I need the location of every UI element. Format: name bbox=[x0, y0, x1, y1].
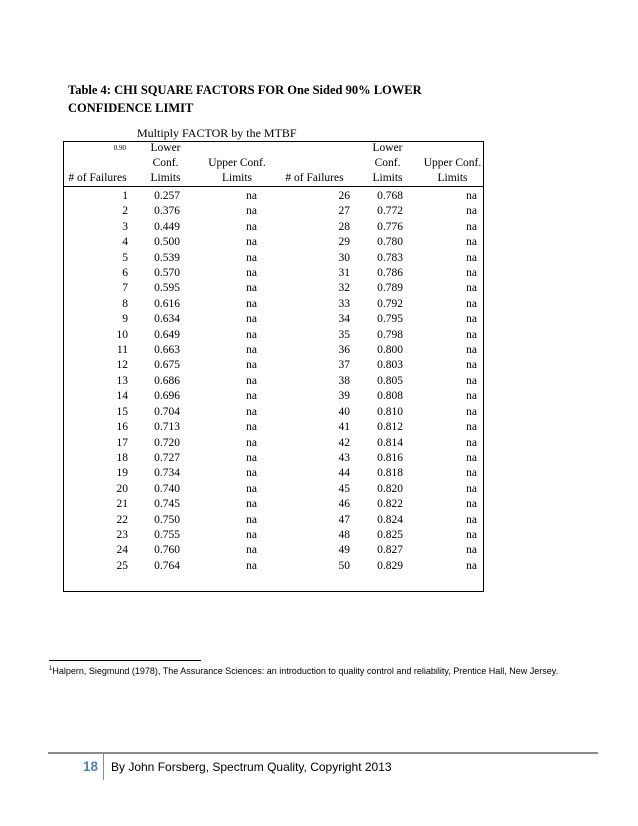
upper-limit-cell-2: na bbox=[466, 390, 477, 403]
upper-limit-cell-2: na bbox=[466, 344, 477, 357]
upper-limit-cell-2: na bbox=[466, 421, 477, 434]
header-row-2 bbox=[63, 156, 484, 171]
failures-cell: 23 bbox=[116, 528, 128, 541]
failures-cell: 19 bbox=[116, 467, 128, 480]
lower-limits-header-2: Limits bbox=[354, 171, 421, 187]
lower-limit-cell: 0.376 bbox=[154, 205, 180, 218]
upper-limit-cell: na bbox=[246, 220, 257, 233]
lower-limit-cell: 0.663 bbox=[154, 344, 180, 357]
upper-limit-cell: na bbox=[246, 421, 257, 434]
upper-limits-header-2: Limits bbox=[421, 171, 484, 187]
upper-limit-cell-2: na bbox=[466, 436, 477, 449]
failures-cell: 22 bbox=[116, 513, 128, 526]
lower-limit-cell-2: 0.822 bbox=[377, 498, 403, 511]
table-row bbox=[63, 374, 484, 389]
upper-limit-cell: na bbox=[246, 513, 257, 526]
upper-limit-cell: na bbox=[246, 313, 257, 326]
lower-label-2: Lower bbox=[372, 142, 403, 154]
upper-limit-cell: na bbox=[246, 297, 257, 310]
footer-divider bbox=[103, 754, 104, 780]
lower-limit-cell-2: 0.800 bbox=[377, 344, 403, 357]
upper-limit-cell-2: na bbox=[466, 528, 477, 541]
upper-limit-cell-2: na bbox=[466, 220, 477, 233]
lower-limit-cell-2: 0.827 bbox=[377, 544, 403, 557]
conf-label-2: Conf. bbox=[374, 157, 401, 169]
table-row bbox=[63, 328, 484, 343]
failures-cell-2: 50 bbox=[338, 559, 350, 572]
upper-limit-cell-2: na bbox=[466, 544, 477, 557]
table-row bbox=[63, 559, 484, 574]
table-row bbox=[63, 436, 484, 451]
footnote bbox=[49, 665, 629, 677]
footnote-marker: 1 bbox=[49, 666, 53, 672]
failures-cell-2: 31 bbox=[338, 267, 350, 280]
failures-cell-2: 35 bbox=[338, 328, 350, 341]
failures-cell-2: 26 bbox=[338, 190, 350, 202]
upper-limit-cell-2: na bbox=[466, 205, 477, 218]
lower-limit-cell: 0.760 bbox=[154, 544, 180, 557]
lower-limit-cell-2: 0.789 bbox=[377, 282, 403, 295]
footnote-separator bbox=[49, 660, 201, 661]
lower-label: Lower bbox=[150, 142, 181, 154]
lower-limit-cell: 0.704 bbox=[154, 405, 180, 418]
failures-header-2: # of Failures bbox=[275, 171, 354, 187]
table-row bbox=[63, 513, 484, 528]
table-row bbox=[63, 420, 484, 435]
lower-limit-cell: 0.595 bbox=[154, 282, 180, 295]
lower-limit-cell-2: 0.812 bbox=[377, 421, 403, 434]
table-row bbox=[63, 235, 484, 250]
failures-cell-2: 39 bbox=[338, 390, 350, 403]
lower-limit-cell: 0.570 bbox=[154, 267, 180, 280]
failures-cell: 5 bbox=[122, 251, 128, 264]
failures-cell-2: 41 bbox=[338, 421, 350, 434]
lower-limit-cell: 0.764 bbox=[154, 559, 180, 572]
lower-limit-cell-2: 0.818 bbox=[377, 467, 403, 480]
upper-limit-cell: na bbox=[246, 267, 257, 280]
failures-cell: 7 bbox=[122, 282, 128, 295]
failures-cell: 10 bbox=[116, 328, 128, 341]
failures-header: # of Failures bbox=[63, 171, 132, 187]
upper-limit-cell: na bbox=[246, 205, 257, 218]
lower-limit-cell: 0.745 bbox=[154, 498, 180, 511]
lower-limit-cell: 0.696 bbox=[154, 390, 180, 403]
lower-limit-cell-2: 0.824 bbox=[377, 513, 403, 526]
chi-square-factors-table bbox=[63, 141, 484, 574]
lower-limit-cell: 0.616 bbox=[154, 297, 180, 310]
upper-limit-cell-2: na bbox=[466, 190, 477, 202]
upper-limit-cell-2: na bbox=[466, 467, 477, 480]
upper-limit-cell: na bbox=[246, 498, 257, 511]
table-row bbox=[63, 358, 484, 373]
lower-limit-cell: 0.539 bbox=[154, 251, 180, 264]
upper-limit-cell-2: na bbox=[466, 559, 477, 572]
failures-cell: 21 bbox=[116, 498, 128, 511]
upper-conf-label: Upper Conf. bbox=[208, 157, 266, 169]
upper-limit-cell-2: na bbox=[466, 451, 477, 464]
failures-cell-2: 40 bbox=[338, 405, 350, 418]
upper-limit-cell: na bbox=[246, 544, 257, 557]
table-row bbox=[63, 497, 484, 512]
lower-limit-cell: 0.713 bbox=[154, 421, 180, 434]
page-number: 18 bbox=[82, 759, 98, 774]
upper-limit-cell: na bbox=[246, 467, 257, 480]
table-row bbox=[63, 297, 484, 312]
lower-limit-cell-2: 0.825 bbox=[377, 528, 403, 541]
failures-cell-2: 45 bbox=[338, 482, 350, 495]
failures-cell-2: 47 bbox=[338, 513, 350, 526]
table-title-line-1: Table 4: CHI SQUARE FACTORS FOR One Sided 90% LOWER bbox=[68, 83, 422, 97]
lower-limit-cell-2: 0.795 bbox=[377, 313, 403, 326]
table-row bbox=[63, 281, 484, 296]
failures-cell: 24 bbox=[116, 544, 128, 557]
table-row bbox=[63, 389, 484, 404]
failures-cell: 6 bbox=[122, 267, 128, 280]
lower-limit-cell: 0.675 bbox=[154, 359, 180, 372]
upper-limit-cell: na bbox=[246, 405, 257, 418]
conf-label: Conf. bbox=[152, 157, 179, 169]
failures-cell-2: 37 bbox=[338, 359, 350, 372]
lower-limit-cell-2: 0.808 bbox=[377, 390, 403, 403]
failures-cell: 14 bbox=[116, 390, 128, 403]
lower-limit-cell-2: 0.772 bbox=[377, 205, 403, 218]
failures-cell: 16 bbox=[116, 421, 128, 434]
failures-cell: 1 bbox=[122, 190, 128, 202]
lower-limit-cell-2: 0.783 bbox=[377, 251, 403, 264]
confidence-level-label: 0.90 bbox=[113, 144, 126, 152]
upper-limit-cell: na bbox=[246, 528, 257, 541]
lower-limit-cell: 0.720 bbox=[154, 436, 180, 449]
failures-cell-2: 49 bbox=[338, 544, 350, 557]
failures-cell-2: 43 bbox=[338, 451, 350, 464]
upper-limit-cell: na bbox=[246, 374, 257, 387]
lower-limit-cell-2: 0.816 bbox=[377, 451, 403, 464]
table-row bbox=[63, 266, 484, 281]
table-row bbox=[63, 543, 484, 558]
table-row bbox=[63, 204, 484, 219]
failures-cell-2: 28 bbox=[338, 220, 350, 233]
table-body bbox=[63, 187, 484, 575]
footnote-text: Halpern, Siegmund (1978), The Assurance Sciences: an introduction to quality control and reliability, Prentice Hall, New Jersey. bbox=[52, 666, 559, 676]
failures-cell: 13 bbox=[116, 374, 128, 387]
header-row-3 bbox=[63, 171, 484, 187]
failures-cell: 9 bbox=[122, 313, 128, 326]
failures-cell: 12 bbox=[116, 359, 128, 372]
upper-limit-cell: na bbox=[246, 390, 257, 403]
table-row bbox=[63, 482, 484, 497]
failures-cell: 3 bbox=[122, 220, 128, 233]
lower-limit-cell-2: 0.803 bbox=[377, 359, 403, 372]
upper-limit-cell: na bbox=[246, 359, 257, 372]
lower-limit-cell: 0.734 bbox=[154, 467, 180, 480]
failures-cell: 2 bbox=[122, 205, 128, 218]
upper-limit-cell: na bbox=[246, 328, 257, 341]
failures-cell-2: 38 bbox=[338, 374, 350, 387]
table-row bbox=[63, 251, 484, 266]
lower-limit-cell-2: 0.798 bbox=[377, 328, 403, 341]
upper-limit-cell: na bbox=[246, 190, 257, 202]
failures-cell-2: 29 bbox=[338, 236, 350, 249]
upper-limit-cell-2: na bbox=[466, 482, 477, 495]
table-subtitle: Multiply FACTOR by the MTBF bbox=[137, 126, 297, 140]
failures-cell-2: 34 bbox=[338, 313, 350, 326]
upper-limit-cell: na bbox=[246, 282, 257, 295]
upper-limit-cell: na bbox=[246, 251, 257, 264]
lower-limit-cell: 0.686 bbox=[154, 374, 180, 387]
failures-cell: 20 bbox=[116, 482, 128, 495]
failures-cell: 17 bbox=[116, 436, 128, 449]
lower-limit-cell: 0.740 bbox=[154, 482, 180, 495]
upper-limit-cell-2: na bbox=[466, 313, 477, 326]
table-row bbox=[63, 466, 484, 481]
table-title-line-2: CONFIDENCE LIMIT bbox=[68, 101, 194, 115]
table-row bbox=[63, 528, 484, 543]
table-row bbox=[63, 343, 484, 358]
failures-cell-2: 42 bbox=[338, 436, 350, 449]
upper-limit-cell-2: na bbox=[466, 282, 477, 295]
upper-limit-cell-2: na bbox=[466, 405, 477, 418]
lower-limit-cell: 0.449 bbox=[154, 220, 180, 233]
upper-limit-cell-2: na bbox=[466, 267, 477, 280]
lower-limit-cell: 0.750 bbox=[154, 513, 180, 526]
failures-cell-2: 48 bbox=[338, 528, 350, 541]
upper-limit-cell: na bbox=[246, 344, 257, 357]
lower-limit-cell-2: 0.786 bbox=[377, 267, 403, 280]
failures-cell-2: 32 bbox=[338, 282, 350, 295]
upper-limit-cell: na bbox=[246, 436, 257, 449]
failures-cell-2: 30 bbox=[338, 251, 350, 264]
table-row bbox=[63, 187, 484, 205]
upper-limit-cell-2: na bbox=[466, 498, 477, 511]
upper-limit-cell: na bbox=[246, 451, 257, 464]
failures-cell-2: 44 bbox=[338, 467, 350, 480]
lower-limit-cell: 0.634 bbox=[154, 313, 180, 326]
failures-cell: 15 bbox=[116, 405, 128, 418]
header-row-1 bbox=[63, 141, 484, 156]
failures-cell: 18 bbox=[116, 451, 128, 464]
lower-limit-cell-2: 0.792 bbox=[377, 297, 403, 310]
table-title bbox=[68, 81, 488, 117]
lower-limit-cell-2: 0.805 bbox=[377, 374, 403, 387]
upper-limits-header: Limits bbox=[199, 171, 275, 187]
upper-limit-cell-2: na bbox=[466, 328, 477, 341]
lower-limit-cell-2: 0.780 bbox=[377, 236, 403, 249]
footer-text: By John Forsberg, Spectrum Quality, Copyright 2013 bbox=[111, 760, 392, 774]
upper-limit-cell-2: na bbox=[466, 236, 477, 249]
table-row bbox=[63, 220, 484, 235]
lower-limits-header: Limits bbox=[132, 171, 199, 187]
failures-cell: 11 bbox=[116, 344, 128, 357]
failures-cell-2: 46 bbox=[338, 498, 350, 511]
failures-cell: 25 bbox=[116, 559, 128, 572]
upper-limit-cell: na bbox=[246, 559, 257, 572]
upper-limit-cell: na bbox=[246, 482, 257, 495]
lower-limit-cell: 0.500 bbox=[154, 236, 180, 249]
lower-limit-cell: 0.755 bbox=[154, 528, 180, 541]
upper-limit-cell-2: na bbox=[466, 374, 477, 387]
failures-cell: 4 bbox=[122, 236, 128, 249]
upper-limit-cell-2: na bbox=[466, 251, 477, 264]
failures-cell-2: 36 bbox=[338, 344, 350, 357]
failures-cell-2: 33 bbox=[338, 297, 350, 310]
table-row bbox=[63, 312, 484, 327]
lower-limit-cell: 0.649 bbox=[154, 328, 180, 341]
table-row bbox=[63, 451, 484, 466]
table-row bbox=[63, 405, 484, 420]
lower-limit-cell-2: 0.810 bbox=[377, 405, 403, 418]
upper-limit-cell-2: na bbox=[466, 359, 477, 372]
failures-cell: 8 bbox=[122, 297, 128, 310]
lower-limit-cell: 0.727 bbox=[154, 451, 180, 464]
upper-conf-label-2: Upper Conf. bbox=[423, 157, 482, 169]
lower-limit-cell-2: 0.776 bbox=[377, 220, 403, 233]
lower-limit-cell-2: 0.768 bbox=[377, 190, 403, 202]
lower-limit-cell-2: 0.814 bbox=[377, 436, 403, 449]
lower-limit-cell: 0.257 bbox=[154, 190, 180, 202]
upper-limit-cell-2: na bbox=[466, 297, 477, 310]
lower-limit-cell-2: 0.829 bbox=[377, 559, 403, 572]
failures-cell-2: 27 bbox=[338, 205, 350, 218]
upper-limit-cell-2: na bbox=[466, 513, 477, 526]
lower-limit-cell-2: 0.820 bbox=[377, 482, 403, 495]
upper-limit-cell: na bbox=[246, 236, 257, 249]
